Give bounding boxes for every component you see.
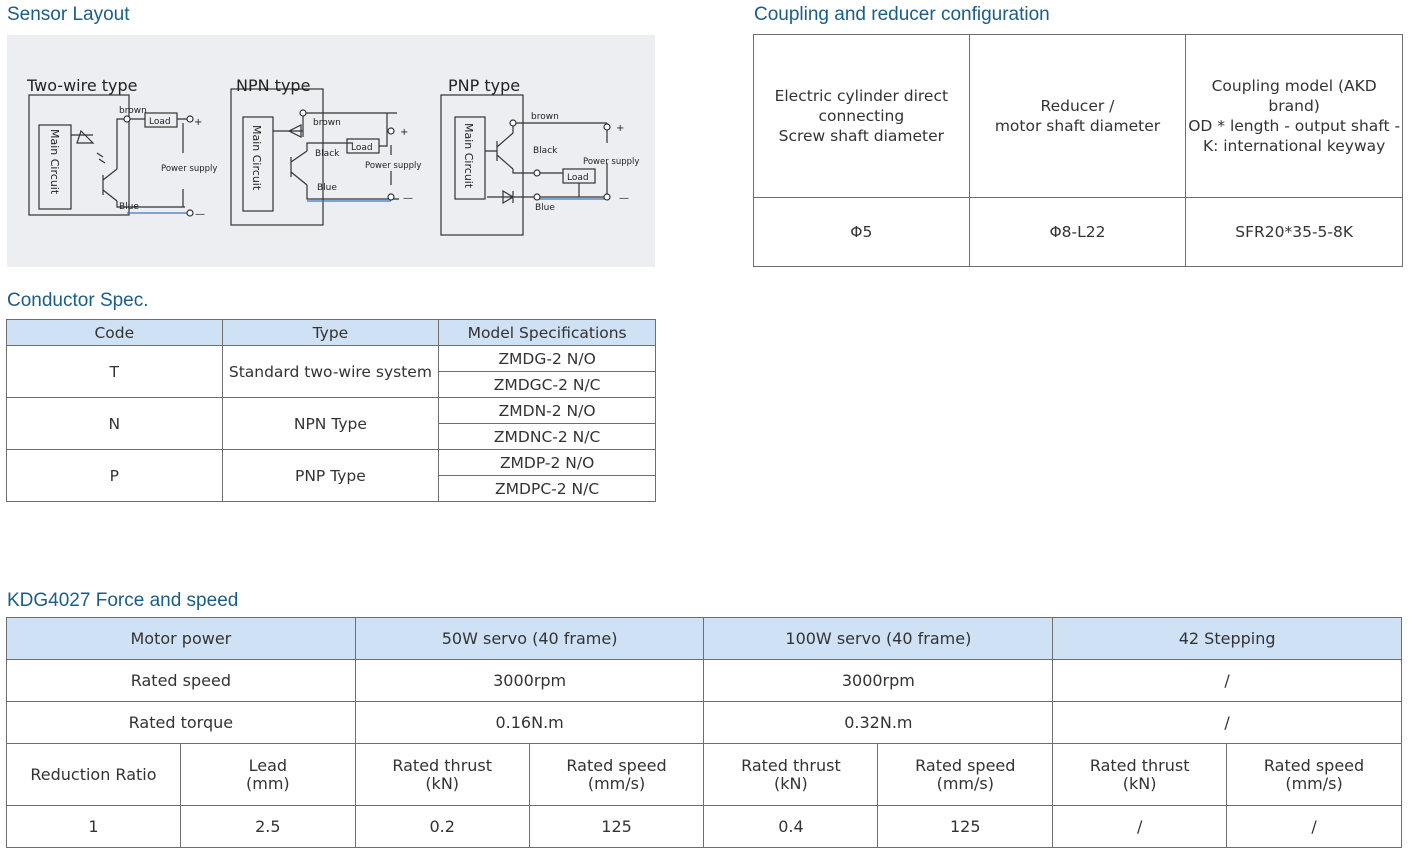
pnp-power-supply-label: Power supply: [583, 157, 640, 167]
coupling-table: [753, 34, 1403, 267]
coupling-cell-reducer: Φ8-L22: [969, 198, 1186, 267]
speed-label: Rated speed: [566, 755, 667, 775]
coupling-header-reducer-line2: motor shaft diameter: [994, 117, 1161, 135]
pnp-main-circuit-label: Main Circuit: [462, 123, 475, 189]
coupling-cell-screw: Φ5: [754, 198, 970, 267]
npn-type-label: NPN type: [236, 76, 311, 95]
coupling-header-model-line3: K: international keyway: [1202, 137, 1386, 155]
conductor-model: ZMDN-2 N/O: [439, 398, 656, 424]
speed-label: Rated speed: [915, 755, 1016, 775]
coupling-header-row: [754, 35, 1403, 198]
conductor-model: ZMDPC-2 N/C: [439, 476, 656, 502]
coupling-cell-model: SFR20*35-5-8K: [1186, 198, 1403, 267]
coupling-header-model-line2: OD * length - output shaft -: [1188, 117, 1401, 135]
conductor-code-n: N: [7, 398, 223, 450]
sensor-wiring-diagrams: [7, 35, 655, 267]
rated-torque-50w: 0.16N.m: [355, 702, 704, 744]
thrust-label: Rated thrust: [1089, 755, 1190, 775]
conductor-header-row: [7, 320, 656, 346]
speed-label: Rated speed: [1263, 755, 1365, 775]
rated-speed-label: Rated speed: [7, 660, 356, 702]
lead-label: Lead: [248, 755, 288, 775]
conductor-model: ZMDGC-2 N/C: [439, 372, 656, 398]
npn-power-supply-label: Power supply: [365, 161, 422, 171]
speed-header-100w: [878, 744, 1053, 806]
speed-header-50w: [529, 744, 704, 806]
force-title-model: KDG4027: [7, 590, 91, 611]
pnp-type-label: PNP type: [448, 76, 521, 95]
data-thrust-stepping: /: [1053, 806, 1227, 848]
pnp-minus-label: —: [619, 193, 629, 204]
coupling-header-screw-line1: Electric cylinder direct: [774, 87, 949, 105]
conductor-type-p: PNP Type: [222, 450, 439, 502]
npn-blue-label: Blue: [317, 183, 337, 193]
conductor-type-t: Standard two-wire system: [222, 346, 439, 398]
rated-speed-50w: 3000rpm: [355, 660, 704, 702]
rated-speed-row: [7, 660, 1402, 702]
rated-torque-100w: 0.32N.m: [704, 702, 1053, 744]
force-speed-table: [6, 617, 1402, 848]
thrust-header-stepping: [1053, 744, 1227, 806]
pnp-plus-label: +: [616, 123, 625, 134]
thrust-label: Rated thrust: [392, 755, 493, 775]
lead-unit: (mm): [245, 773, 290, 793]
data-speed-100w: 125: [878, 806, 1053, 848]
sensor-layout-title: Sensor Layout: [7, 4, 130, 25]
conductor-header-type: Type: [222, 320, 439, 346]
thrust-header-100w: [704, 744, 878, 806]
rated-speed-stepping: /: [1053, 660, 1402, 702]
thrust-label: Rated thrust: [741, 755, 841, 775]
reduction-ratio-label: Reduction Ratio: [7, 744, 181, 806]
data-thrust-50w: 0.2: [355, 806, 529, 848]
conductor-type-n: NPN Type: [222, 398, 439, 450]
data-speed-50w: 125: [529, 806, 704, 848]
conductor-code-p: P: [7, 450, 223, 502]
conductor-model: ZMDG-2 N/O: [439, 346, 656, 372]
sub-header-row: [7, 744, 1402, 806]
data-reduction-ratio: 1: [7, 806, 181, 848]
speed-unit: (mm/s): [1285, 773, 1343, 793]
coupling-header-model-line1: Coupling model (AKD brand): [1211, 77, 1377, 115]
pnp-load-label: Load: [567, 173, 589, 183]
conductor-header-model: Model Specifications: [439, 320, 656, 346]
thrust-unit: (kN): [774, 773, 808, 793]
coupling-data-row: [754, 198, 1403, 267]
npn-brown-label: brown: [313, 118, 341, 128]
force-title-rest: Force and speed: [90, 590, 239, 611]
two-wire-plus-label: +: [194, 117, 203, 128]
two-wire-power-supply-label: Power supply: [161, 164, 218, 174]
conductor-header-code: Code: [7, 320, 223, 346]
rated-speed-100w: 3000rpm: [704, 660, 1053, 702]
force-title: [7, 590, 238, 612]
npn-main-circuit-label: Main Circuit: [250, 125, 263, 191]
data-lead: 2.5: [180, 806, 355, 848]
npn-plus-label: +: [400, 127, 409, 138]
motor-42-stepping: 42 Stepping: [1053, 618, 1402, 660]
data-thrust-100w: 0.4: [704, 806, 878, 848]
rated-torque-row: [7, 702, 1402, 744]
conductor-code-t: T: [7, 346, 223, 398]
pnp-brown-label: brown: [531, 112, 559, 122]
speed-unit: (mm/s): [936, 773, 994, 793]
coupling-header-screw-line3: Screw shaft diameter: [778, 127, 945, 145]
two-wire-type-label: Two-wire type: [27, 76, 138, 95]
conductor-table: [6, 319, 656, 502]
two-wire-minus-label: —: [195, 209, 205, 220]
thrust-unit: (kN): [425, 773, 460, 793]
two-wire-blue-label: Blue: [119, 202, 139, 212]
sensor-wiring-diagram-panel: [7, 35, 655, 267]
pnp-black-label: Black: [533, 146, 558, 156]
data-speed-stepping: /: [1227, 806, 1402, 848]
speed-header-stepping: [1227, 744, 1402, 806]
table-row: [7, 398, 656, 424]
coupling-header-model: [1186, 35, 1403, 198]
coupling-title: Coupling and reducer configuration: [754, 4, 1050, 25]
npn-black-label: Black: [315, 149, 340, 159]
two-wire-brown-label: brown: [119, 106, 147, 116]
table-row: [7, 806, 1402, 848]
coupling-header-reducer-line1: Reducer /: [1040, 97, 1115, 115]
two-wire-load-label: Load: [149, 117, 171, 127]
thrust-header-50w: [355, 744, 529, 806]
coupling-header-screw-line2: connecting: [818, 107, 905, 125]
npn-minus-label: —: [403, 193, 413, 204]
coupling-header-screw: [754, 35, 970, 198]
pnp-blue-label: Blue: [535, 203, 555, 213]
table-row: [7, 450, 656, 476]
speed-unit: (mm/s): [587, 773, 646, 793]
table-row: [7, 346, 656, 372]
motor-power-row: [7, 618, 1402, 660]
rated-torque-label: Rated torque: [7, 702, 356, 744]
conductor-model: ZMDP-2 N/O: [439, 450, 656, 476]
two-wire-main-circuit-label: Main Circuit: [48, 129, 61, 195]
conductor-model: ZMDNC-2 N/C: [439, 424, 656, 450]
conductor-title: Conductor Spec.: [7, 290, 149, 311]
motor-power-label: Motor power: [7, 618, 356, 660]
coupling-header-reducer: [969, 35, 1186, 198]
thrust-unit: (kN): [1122, 773, 1157, 793]
motor-100w: 100W servo (40 frame): [704, 618, 1053, 660]
motor-50w: 50W servo (40 frame): [355, 618, 704, 660]
rated-torque-stepping: /: [1053, 702, 1402, 744]
npn-load-label: Load: [351, 143, 373, 153]
lead-header: [180, 744, 355, 806]
